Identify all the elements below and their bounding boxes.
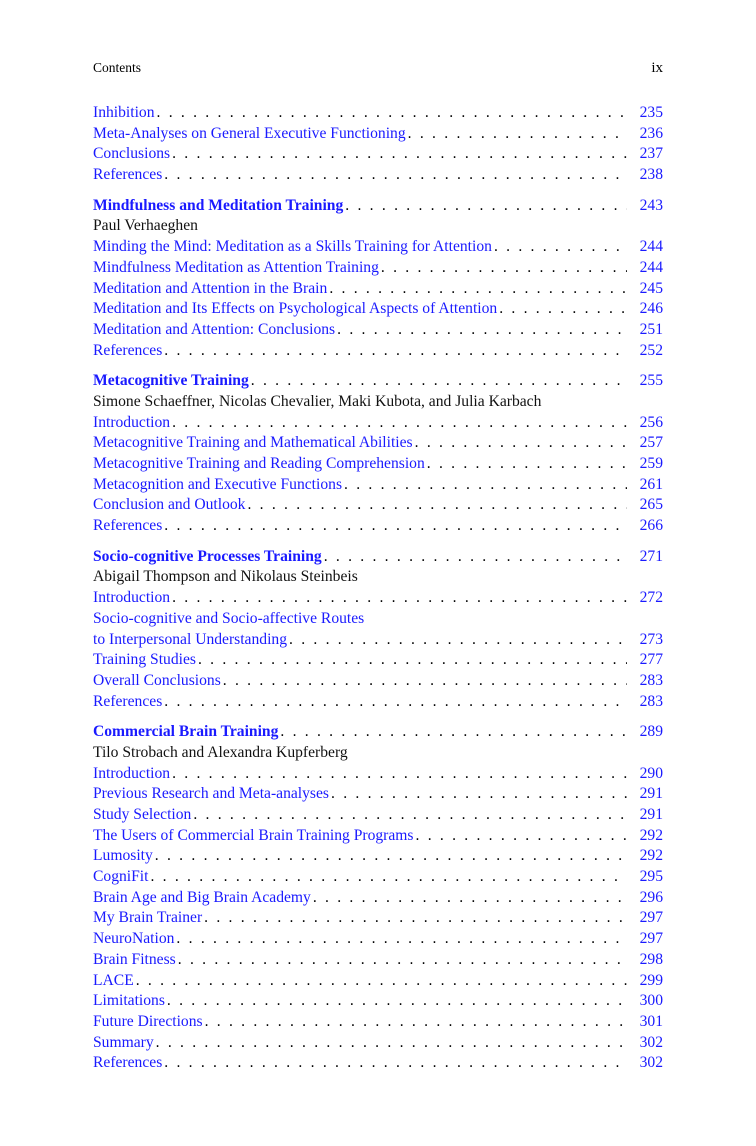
toc-entry-link[interactable] xyxy=(93,237,663,258)
toc-entry-link-page: 259 xyxy=(639,455,663,472)
toc-entry-link[interactable] xyxy=(93,929,663,950)
toc-entry-link-page: 291 xyxy=(639,785,663,803)
toc-entry-link[interactable] xyxy=(93,588,663,609)
toc-entry-link-page: 251 xyxy=(639,320,663,338)
toc-entry-link-text: References xyxy=(93,1054,163,1072)
toc-entry-link-text: Study Selection xyxy=(93,806,192,823)
toc-entry-link-text: Lumosity xyxy=(93,847,153,865)
dot-leader xyxy=(416,826,628,847)
dot-leader xyxy=(329,279,627,300)
toc-entry-link-page: 272 xyxy=(639,589,663,607)
dot-leader xyxy=(156,1033,627,1054)
toc-chapter xyxy=(93,722,663,1074)
toc-entry-link[interactable] xyxy=(93,971,663,992)
toc-entry-link[interactable] xyxy=(93,630,663,651)
toc-entry-link[interactable] xyxy=(93,299,663,320)
toc-entry-link-text: Overall Conclusions xyxy=(93,671,221,689)
toc-entry-link-page: 265 xyxy=(639,496,663,514)
toc-entry-link-text: Meta-Analyses on General Executive Functioning xyxy=(93,124,406,142)
chapter-authors: Tilo Strobach and Alexandra Kupferberg xyxy=(93,743,348,761)
dot-leader xyxy=(178,950,627,971)
dot-leader xyxy=(155,846,627,867)
toc-entry-link-page: 301 xyxy=(639,1012,663,1030)
toc-entry-link-page: 277 xyxy=(639,651,663,669)
chapter-title-link[interactable] xyxy=(93,371,663,392)
toc-entry-link[interactable] xyxy=(93,258,663,279)
toc-entry-link-text: Introduction xyxy=(93,413,171,431)
toc-entry-link[interactable] xyxy=(93,495,663,516)
toc-entry-link-text: Meditation and Attention: Conclusions xyxy=(93,320,336,338)
chapter-title-link-page: 271 xyxy=(639,547,663,565)
dot-leader xyxy=(205,1012,627,1033)
page-number: ix xyxy=(651,60,663,76)
toc-entry-link-text: Mindfulness Meditation as Attention Training xyxy=(93,258,379,276)
toc-entry-link[interactable] xyxy=(93,846,663,867)
toc-entry-link-text: Conclusion and Outlook xyxy=(93,496,246,514)
chapter-title-link-page: 243 xyxy=(639,196,663,214)
dot-leader xyxy=(247,495,627,516)
toc-entry-link-text: References xyxy=(93,341,163,359)
toc-entry-link-page: 296 xyxy=(639,888,663,906)
dot-leader xyxy=(337,320,627,341)
dot-leader xyxy=(381,258,627,279)
toc-entry-link[interactable] xyxy=(93,341,663,362)
toc-entry-link-page: 273 xyxy=(639,630,663,648)
toc-entry-link-page: 292 xyxy=(639,826,663,844)
table-of-contents xyxy=(93,103,663,1084)
toc-entry-link[interactable] xyxy=(93,516,663,537)
toc-entry-link[interactable] xyxy=(93,1012,663,1033)
dot-leader xyxy=(251,371,627,392)
toc-entry-link-page: 297 xyxy=(639,930,663,948)
toc-entry-link-text: Introduction xyxy=(93,589,171,607)
chapter-title-link[interactable] xyxy=(93,722,663,743)
dot-leader xyxy=(280,722,627,743)
dot-leader xyxy=(193,805,627,826)
toc-entry-link-text: CogniFit xyxy=(93,868,149,886)
running-head xyxy=(93,60,663,78)
toc-entry-link-text: Metacognitive Training and Mathematical Abilities xyxy=(93,434,413,452)
toc-entry-link[interactable] xyxy=(93,692,663,713)
dot-leader xyxy=(408,124,627,145)
dot-leader xyxy=(415,433,627,454)
chapter-title-link-page: 255 xyxy=(639,372,663,390)
toc-entry-link-page: 298 xyxy=(639,950,663,968)
dot-leader xyxy=(313,888,627,909)
toc-entry-link-page: 236 xyxy=(639,124,663,142)
toc-chapter xyxy=(93,103,663,186)
toc-entry-link[interactable]: Socio-cognitive and Socio-affective Routes xyxy=(93,609,365,627)
chapter-title-link-text: Socio-cognitive Processes Training xyxy=(93,547,322,565)
toc-entry-link-text: LACE xyxy=(93,971,134,989)
toc-entry-link-text: to Interpersonal Understanding xyxy=(93,630,288,648)
dot-leader xyxy=(172,764,627,785)
dot-leader xyxy=(324,547,627,568)
toc-entry-link-text: Limitations xyxy=(93,992,165,1010)
toc-entry-link[interactable] xyxy=(93,165,663,186)
toc-entry-link[interactable] xyxy=(93,805,663,826)
dot-leader xyxy=(172,588,627,609)
toc-entry-link-text: Brain Age and Big Brain Academy xyxy=(93,888,311,906)
dot-leader xyxy=(172,413,627,434)
chapter-authors: Simone Schaeffner, Nicolas Chevalier, Maki Kubota, and Julia Karbach xyxy=(93,392,542,410)
toc-chapter xyxy=(93,371,663,537)
toc-entry-link[interactable] xyxy=(93,413,663,434)
chapter-title-link-text: Commercial Brain Training xyxy=(93,723,279,741)
toc-entry-link-page: 257 xyxy=(639,434,663,452)
toc-entry-link-page: 283 xyxy=(639,671,663,689)
dot-leader xyxy=(136,971,627,992)
toc-entry-link-text: Minding the Mind: Meditation as a Skills Training for Attention xyxy=(93,238,492,256)
toc-entry-link-text: Meditation and Its Effects on Psychological Aspects of Attention xyxy=(93,300,498,318)
toc-entry-link[interactable] xyxy=(93,671,663,692)
toc-entry-link-page: 295 xyxy=(639,868,663,886)
toc-entry-link-text: References xyxy=(93,517,163,535)
toc-entry-link-page: 256 xyxy=(639,413,663,431)
chapter-title-link[interactable] xyxy=(93,196,663,217)
toc-entry-link[interactable] xyxy=(93,908,663,929)
dot-leader xyxy=(198,650,627,671)
chapter-title-link-text: Mindfulness and Meditation Training xyxy=(93,196,344,214)
dot-leader xyxy=(499,299,627,320)
toc-entry-link[interactable] xyxy=(93,103,663,124)
toc-entry-link-page: 302 xyxy=(639,1054,663,1072)
toc-entry-link-page: 266 xyxy=(639,517,663,535)
dot-leader xyxy=(494,237,627,258)
toc-entry-link[interactable] xyxy=(93,124,663,145)
toc-entry-link-text: My Brain Trainer xyxy=(93,909,203,927)
toc-entry-link-text: Future Directions xyxy=(93,1012,203,1030)
toc-entry-link-text: Training Studies xyxy=(93,651,196,669)
toc-entry-link-text: Metacognition and Executive Functions xyxy=(93,475,343,493)
toc-entry-link[interactable] xyxy=(93,950,663,971)
toc-entry-link[interactable] xyxy=(93,144,663,165)
toc-entry-link[interactable] xyxy=(93,1053,663,1074)
toc-entry-link[interactable] xyxy=(93,650,663,671)
dot-leader xyxy=(164,1053,627,1074)
dot-leader xyxy=(164,165,627,186)
toc-entry-link-page: 291 xyxy=(639,806,663,823)
dot-leader xyxy=(164,516,627,537)
toc-entry-link-page: 237 xyxy=(639,145,663,163)
toc-entry-link[interactable] xyxy=(93,475,663,496)
running-head-title: Contents xyxy=(93,60,142,75)
dot-leader xyxy=(289,630,627,651)
toc-entry-link[interactable] xyxy=(93,433,663,454)
toc-entry-link-page: 297 xyxy=(639,909,663,927)
toc-entry-link[interactable] xyxy=(93,826,663,847)
chapter-title-link-page: 289 xyxy=(639,723,663,741)
chapter-authors: Paul Verhaeghen xyxy=(93,217,198,235)
dot-leader xyxy=(344,475,627,496)
toc-entry-link-page: 246 xyxy=(639,300,663,318)
toc-entry-link[interactable] xyxy=(93,784,663,805)
dot-leader xyxy=(204,908,627,929)
toc-chapter xyxy=(93,547,663,713)
toc-entry-link-text: Introduction xyxy=(93,764,171,782)
toc-entry-link[interactable] xyxy=(93,1033,663,1054)
toc-entry-link-text: Metacognitive Training and Reading Comprehension xyxy=(93,455,425,472)
chapter-title-link[interactable] xyxy=(93,547,663,568)
toc-entry-link-page: 245 xyxy=(639,279,663,297)
dot-leader xyxy=(427,454,627,475)
toc-entry-link-text: References xyxy=(93,166,163,184)
toc-entry-link-page: 238 xyxy=(639,166,663,184)
toc-entry-link-page: 283 xyxy=(639,692,663,710)
chapter-authors: Abigail Thompson and Nikolaus Steinbeis xyxy=(93,568,358,586)
dot-leader xyxy=(164,341,627,362)
chapter-title-link-text: Metacognitive Training xyxy=(93,372,249,390)
dot-leader xyxy=(164,692,627,713)
dot-leader xyxy=(176,929,627,950)
dot-leader xyxy=(150,867,627,888)
toc-entry-link-text: Previous Research and Meta-analyses xyxy=(93,785,329,803)
toc-chapter xyxy=(93,196,663,362)
dot-leader xyxy=(223,671,627,692)
toc-entry-link-text: Conclusions xyxy=(93,145,171,163)
toc-entry-link[interactable] xyxy=(93,279,663,300)
toc-entry-link[interactable] xyxy=(93,991,663,1012)
toc-entry-link-text: The Users of Commercial Brain Training Programs xyxy=(93,826,414,844)
toc-entry-link-page: 302 xyxy=(639,1033,663,1051)
dot-leader xyxy=(345,196,627,217)
toc-entry-link-page: 292 xyxy=(639,847,663,865)
toc-entry-link-page: 261 xyxy=(639,475,663,493)
toc-entry-link-page: 235 xyxy=(639,104,663,121)
toc-entry-link-page: 300 xyxy=(639,992,663,1010)
toc-entry-link[interactable] xyxy=(93,867,663,888)
toc-entry-link-page: 252 xyxy=(639,341,663,359)
toc-entry-link-page: 244 xyxy=(639,238,663,256)
dot-leader xyxy=(167,991,627,1012)
toc-entry-link-text: Inhibition xyxy=(93,104,155,121)
toc-entry-link-text: Brain Fitness xyxy=(93,950,176,968)
toc-entry-link-page: 299 xyxy=(639,971,663,989)
toc-entry-link[interactable] xyxy=(93,320,663,341)
toc-entry-link-text: Summary xyxy=(93,1033,154,1051)
toc-entry-link-text: NeuroNation xyxy=(93,930,175,948)
dot-leader xyxy=(172,144,627,165)
toc-entry-link[interactable] xyxy=(93,764,663,785)
toc-entry-link-text: References xyxy=(93,692,163,710)
toc-entry-link[interactable] xyxy=(93,888,663,909)
dot-leader xyxy=(157,103,627,124)
toc-entry-link-page: 244 xyxy=(639,258,663,276)
toc-entry-link[interactable] xyxy=(93,454,663,475)
toc-entry-link-page: 290 xyxy=(639,764,663,782)
dot-leader xyxy=(331,784,627,805)
toc-entry-link-text: Meditation and Attention in the Brain xyxy=(93,279,328,297)
